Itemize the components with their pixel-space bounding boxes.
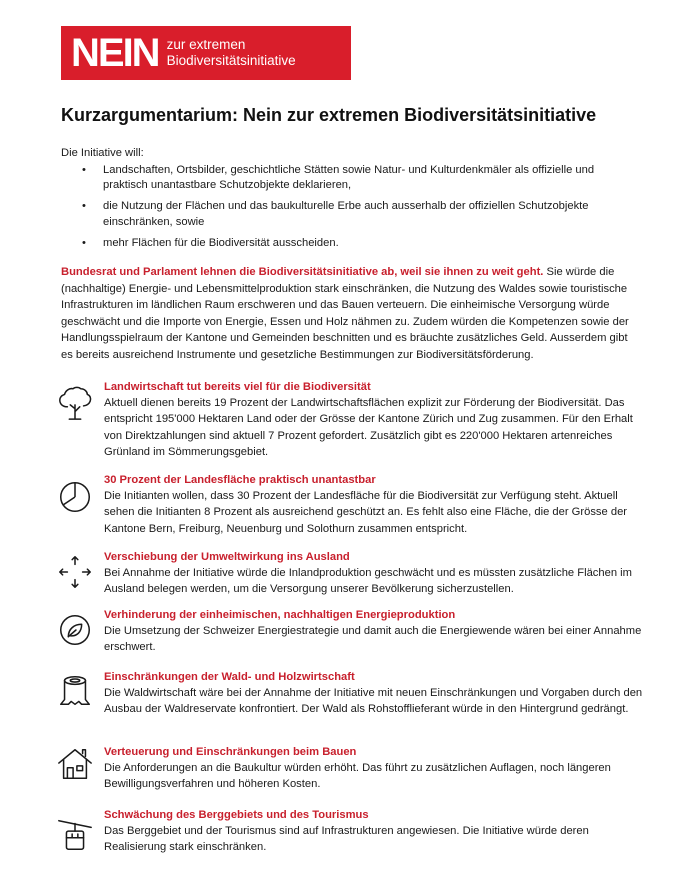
list-item: • mehr Flächen für die Biodiversität ausscheiden. — [61, 236, 641, 251]
section-heading: Landwirtschaft tut bereits viel für die Biodiversität — [104, 381, 371, 393]
lead-paragraph — [61, 264, 641, 364]
logo-line-2: Biodiversitätsinitiative — [166, 53, 296, 68]
section-land-area — [104, 473, 644, 537]
section-text: Die Initianten wollen, dass 30 Prozent der Landesfläche für die Biodiversität zur Verfügung steht. Aktuell sehen die Initianten 8 Prozent als ausreichend geschützt an. Es fehlt also eine Fläche, die der Grösse der Kantone Bern, Freiburg, Neuenburg und Solothurn zusammen entspricht. — [104, 490, 628, 535]
intro-text: Die Initiative will: — [61, 147, 144, 159]
list-item: • Landschaften, Ortsbilder, geschichtliche Stätten sowie Natur- und Kulturdenkmäler als offizielle und praktisch unantastbare Schutzobjekte deklarieren, — [61, 163, 641, 193]
tree-stump-icon — [56, 672, 94, 710]
section-mountain-tourism — [104, 808, 644, 856]
section-heading: 30 Prozent der Landesfläche praktisch unantastbar — [104, 474, 376, 486]
list-item: • die Nutzung der Flächen und das baukulturelle Erbe auch ausserhalb der offiziellen Schutzobjekte einschränken, sowie — [61, 199, 641, 229]
logo-subtitle — [167, 37, 296, 69]
cable-car-icon — [56, 815, 94, 853]
lead-highlight: Bundesrat und Parlament lehnen die Biodiversitätsinitiative ab, weil sie ihnen zu weit geht. — [61, 266, 544, 278]
nein-logo — [61, 26, 351, 80]
logo-line-1: zur extremen — [166, 37, 246, 52]
arrows-out-icon — [56, 553, 94, 591]
section-heading: Verschiebung der Umweltwirkung ins Ausland — [104, 551, 350, 563]
section-text: Bei Annahme der Initiative würde die Inlandproduktion geschwächt und es müssten zusätzliche Flächen im Ausland belegen werden, um die Versorgung unserer Bevölkerung sicherzustellen. — [104, 567, 632, 596]
house-icon — [56, 745, 94, 783]
section-heading: Verhinderung der einheimischen, nachhaltigen Energieproduktion — [104, 609, 456, 621]
section-text: Die Umsetzung der Schweizer Energiestrategie und damit auch die Energiewende wären bei einer Annahme erschwert. — [104, 625, 642, 654]
lead-text: Sie würde die (nachhaltige) Energie- und Lebensmittelproduktion stark einschränken, die Nutzung des Waldes sowie touristische Infrastrukturen im ländlichen Raum erschweren und das Bauen verteuern. Die einheimische Versorgung würde geschwächt und die Importe von Energie, Essen und Holz nähmen zu. Zudem würden die Kompetenzen sowie der Handlungsspielraum der Kantone und Gemeinden beschnitten und es bräuchte zusätzliches Geld. Ausserdem gibt es bereits ausreichend Instrumente und gesetzliche Bestimmungen zur Biodiversitätsförderung. — [61, 266, 629, 361]
section-environment — [104, 550, 644, 598]
section-text: Die Anforderungen an die Baukultur würden erhöht. Das führt zu zusätzlichen Auflagen, noch längeren Bewilligungsverfahren und höheren Kosten. — [104, 762, 611, 791]
pie-chart-icon — [56, 478, 94, 516]
section-text: Das Berggebiet und der Tourismus sind auf Infrastrukturen angewiesen. Die Initiative würde deren Realisierung stark einschränken. — [104, 825, 589, 854]
section-text: Die Waldwirtschaft wäre bei der Annahme der Initiative mit neuen Einschränkungen und Vorgaben durch den Ausbau der Waldreservate konfrontiert. Der Wald als Rohstofflieferant würde in den Hintergrund gedrängt. — [104, 687, 643, 716]
page-title: Kurzargumentarium: Nein zur extremen Biodiversitätsinitiative — [61, 105, 597, 125]
logo-nein: NEIN — [71, 31, 159, 75]
tree-icon — [56, 384, 94, 422]
section-heading: Einschränkungen der Wald- und Holzwirtschaft — [104, 671, 355, 683]
section-forestry — [104, 670, 644, 718]
leaf-energy-icon — [56, 611, 94, 649]
section-building — [104, 745, 644, 793]
section-energy — [104, 608, 644, 656]
section-agriculture — [104, 380, 644, 461]
initiative-goals-list — [61, 163, 641, 257]
section-heading: Verteuerung und Einschränkungen beim Bauen — [104, 746, 357, 758]
section-text: Aktuell dienen bereits 19 Prozent der Landwirtschaftsflächen explizit zur Förderung der Biodiversität. Das entspricht 195'000 Hektaren Land oder der Grösse der Kantone Zürich und Zug zusammen. Für den Erhalt von Direktzahlungen sind aktuell 7 Prozent gefordert. Zusätzlich gibt es 220'000 Hektaren artenreiches Grünland im Sömmerungsgebiet. — [104, 397, 633, 459]
section-heading: Schwächung des Berggebiets und des Tourismus — [104, 809, 369, 821]
